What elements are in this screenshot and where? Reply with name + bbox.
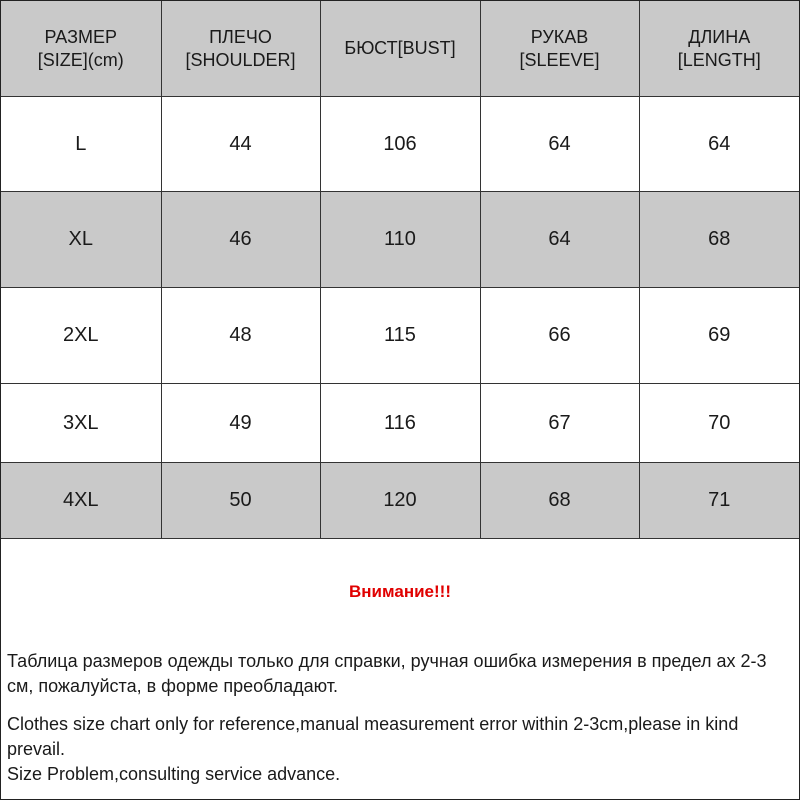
cell-bust: 106 — [320, 97, 480, 192]
notice-english-line-2: Size Problem,consulting service advance. — [7, 764, 341, 784]
cell-length: 71 — [639, 463, 799, 539]
header-size — [1, 1, 161, 97]
notice-russian-text: Таблица размеров одежды только для справки, ручная ошибка измерения в предел ах 2-3 см, пожалуйста, в форме преобладают. — [7, 651, 767, 696]
header-bust — [320, 1, 480, 97]
table-row — [1, 384, 799, 463]
cell-size: 4XL — [1, 463, 161, 539]
cell-length: 70 — [639, 384, 799, 463]
header-shoulder-ru: ПЛЕЧО — [209, 27, 272, 47]
cell-shoulder: 48 — [161, 288, 320, 384]
cell-size: XL — [1, 192, 161, 288]
cell-bust: 116 — [320, 384, 480, 463]
cell-shoulder: 44 — [161, 97, 320, 192]
cell-length: 69 — [639, 288, 799, 384]
header-bust-label: БЮСТ[BUST] — [344, 38, 456, 59]
notice-english-text — [7, 712, 793, 787]
header-length-ru: ДЛИНА — [688, 27, 751, 47]
header-sleeve-ru: РУКАВ — [530, 27, 589, 47]
notice-title: Внимание!!! — [349, 582, 451, 601]
cell-sleeve: 64 — [480, 192, 639, 288]
cell-shoulder: 50 — [161, 463, 320, 539]
cell-size: 2XL — [1, 288, 161, 384]
cell-length: 68 — [639, 192, 799, 288]
header-row — [1, 1, 799, 97]
header-size-ru: РАЗМЕР — [44, 27, 117, 47]
table-row — [1, 97, 799, 192]
table-row — [1, 288, 799, 384]
cell-sleeve: 66 — [480, 288, 639, 384]
header-shoulder-en: [SHOULDER] — [185, 49, 296, 70]
header-sleeve-en: [SLEEVE] — [519, 49, 600, 70]
table-row — [1, 192, 799, 288]
cell-shoulder: 46 — [161, 192, 320, 288]
cell-size: L — [1, 97, 161, 192]
header-length — [639, 1, 799, 97]
cell-size: 3XL — [1, 384, 161, 463]
cell-bust: 120 — [320, 463, 480, 539]
notice-english-line-1: Clothes size chart only for reference,manual measurement error within 2-3cm,please in kind prevail. — [7, 714, 739, 759]
header-shoulder — [161, 1, 320, 97]
header-sleeve — [480, 1, 639, 97]
size-table — [1, 1, 799, 539]
cell-sleeve: 67 — [480, 384, 639, 463]
cell-sleeve: 64 — [480, 97, 639, 192]
cell-bust: 115 — [320, 288, 480, 384]
header-length-en: [LENGTH] — [677, 49, 761, 70]
cell-length: 64 — [639, 97, 799, 192]
table-row — [1, 463, 799, 539]
cell-sleeve: 68 — [480, 463, 639, 539]
cell-shoulder: 49 — [161, 384, 320, 463]
header-size-en: [SIZE](cm) — [37, 49, 124, 70]
cell-bust: 110 — [320, 192, 480, 288]
notice-section — [1, 538, 799, 799]
